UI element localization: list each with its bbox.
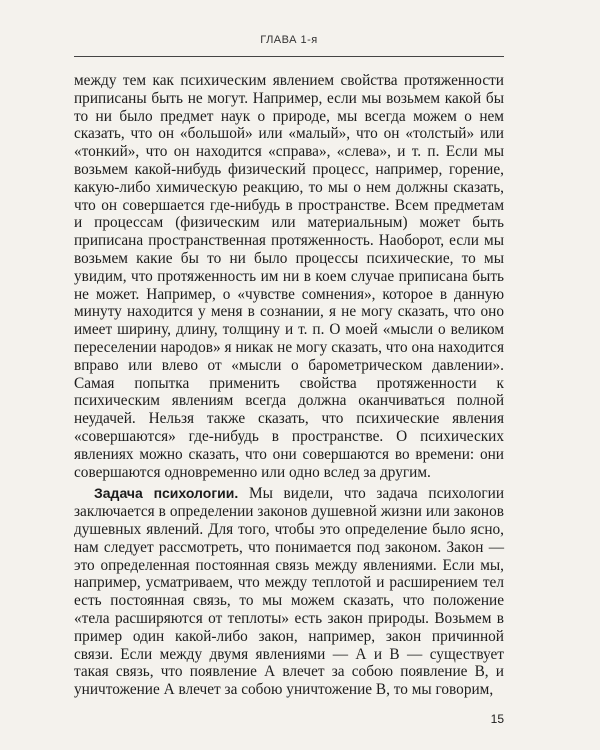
header-rule xyxy=(74,56,504,57)
paragraph-2-text: Мы видели, что задача психологии заключается в определении законов душевной жизни или законов душевных явлений. Для того, чтобы это определение было ясно, нам следует рассмотреть, что понимается под законом. Закон — это определенная постоянная связь между явлениями. Если мы, например, усматриваем, что между теплотой и расширением тел есть постоянная связь, то мы можем сказать, что положение «тела расширяются от теплоты» есть закон природы. Возьмем в пример один какой-либо закон, например, закон причинной связи. Если между двумя явлениями — А и В — существует такая связь, что появление А влечет за собою появление В, и уничтожение А влечет за собою уничтожение В, то мы говорим, xyxy=(74,485,505,699)
page-body xyxy=(74,72,504,699)
page-number: 15 xyxy=(490,712,504,726)
paragraph-2 xyxy=(74,485,504,699)
section-heading: Задача психологии. xyxy=(94,485,239,502)
paragraph-1: между тем как психическим явлением свойства протяженности приписаны быть не могут. Например, если мы возьмем какой бы то ни было предмет наук о природе, мы всегда можем о нем сказать, что он «большой» или «малый», что он «толстый» или «тонкий», что он находится «справа», «слева», и т. п. Если мы возьмем какой-нибудь физический процесс, например, горение, какую-либо химическую реакцию, то мы о нем должны сказать, что он совершается где-нибудь в пространстве. Всем предметам и процессам (физическим или материальным) может быть приписана пространственная протяженность. Наоборот, если мы возьмем какие бы то ни было процессы психические, то мы увидим, что протяженность им ни в коем случае приписана быть не может. Например, о «чувстве сомнения», которое в данную минуту находится у меня в сознании, я не могу сказать, что оно имеет ширину, длину, толщину и т. п. О моей «мысли о великом переселении народов» я никак не могу сказать, что она находится вправо или влево от «мысли о барометрическом давлении». Самая попытка применить свойства протяженности к психическим явлениям всегда должна оканчиваться полной неудачей. Нельзя также сказать, что психические явления «совершаются» где-нибудь в пространстве. О психических явлениях можно сказать, что они совершаются во времени: они совершаются одновременно или одно вслед за другим. xyxy=(74,72,504,481)
chapter-header: ГЛАВА 1-я xyxy=(260,34,318,46)
